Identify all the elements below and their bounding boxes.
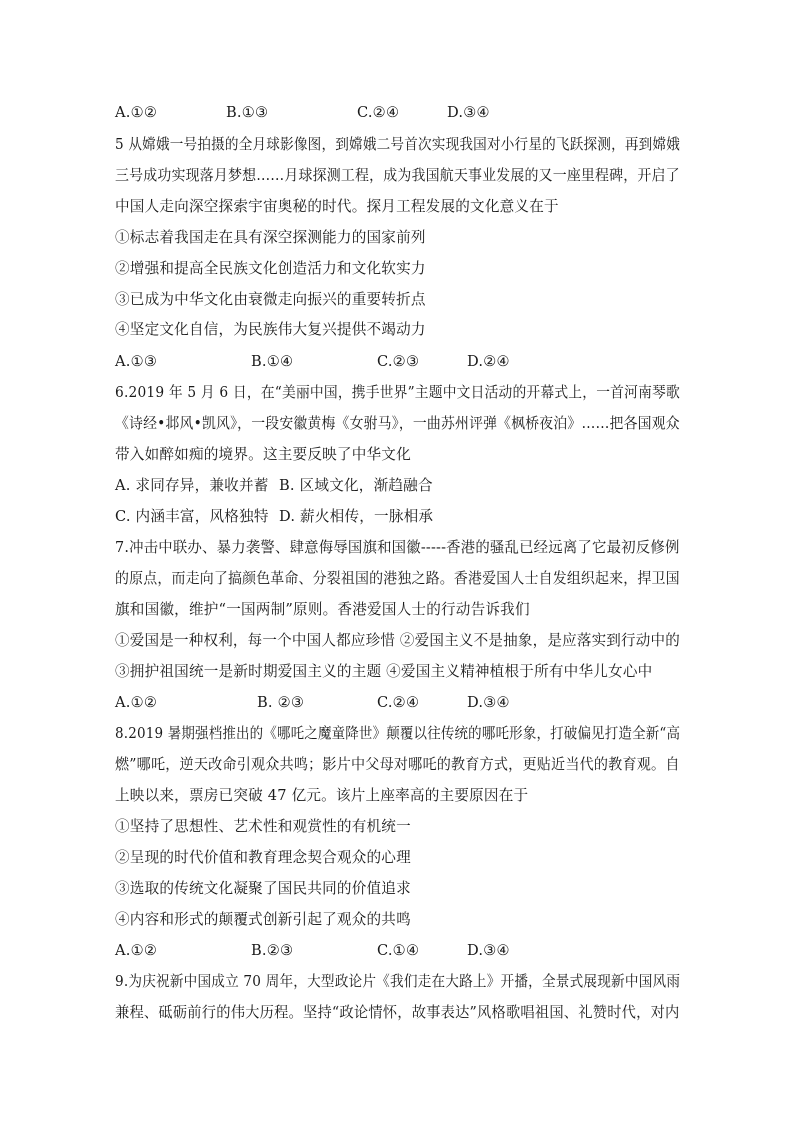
q7-items-row-1: ①爱国是一种权利，每一个中国人都应珍惜 ②爱国主义不是抽象，是应落实到行动中的 xyxy=(115,632,681,649)
option-a: A.①③ xyxy=(115,353,158,370)
q7-stem-line-2: 的原点，而走向了搞颜色革命、分裂祖国的港独之路。香港爱国人士自发组织起来，捍卫国 xyxy=(115,570,680,587)
q6-stem-line-3: 带入如醉如痴的境界。这主要反映了中华文化 xyxy=(115,446,411,463)
q7-stem-line-1: 7.冲击中联办、暴力袭警、肆意侮辱国旗和国徽-----香港的骚乱已经远离了它最初反修例 xyxy=(115,539,680,556)
option-c: C.②④ xyxy=(377,694,420,711)
q8-item-3: ③选取的传统文化凝聚了国民共同的价值追求 xyxy=(115,880,411,897)
q7-stem-line-3: 旗和国徽，维护“一国两制”原则。香港爱国人士的行动告诉我们 xyxy=(115,601,530,618)
option-a: A.①② xyxy=(115,104,158,121)
q5-stem-line-3: 中国人走向深空探索宇宙奥秘的时代。探月工程发展的文化意义在于 xyxy=(115,198,559,215)
q8-stem-line-3: 上映以来，票房已突破 47 亿元。该片上座率高的主要原因在于 xyxy=(115,787,529,804)
option-c: C.②③ xyxy=(377,353,420,370)
option-a: A. 求同存异，兼收并蓄 xyxy=(115,477,269,494)
option-a: A.①② xyxy=(115,942,158,959)
q8-item-2: ②呈现的时代价值和教育理念契合观众的心理 xyxy=(115,849,411,866)
q6-stem-line-2: 《诗经•邶风•凯风》，一段安徽黄梅《女驸马》，一曲苏州评弹《枫桥夜泊》……把各国观众 xyxy=(115,415,680,432)
option-b: B.①③ xyxy=(226,104,269,121)
option-b: B. ②③ xyxy=(257,694,305,711)
q8-item-1: ①坚持了思想性、艺术性和观赏性的有机统一 xyxy=(115,818,411,835)
option-d: D.③④ xyxy=(447,104,490,121)
q8-stem-line-2: 燃”哪吒，逆天改命引观众共鸣；影片中父母对哪吒的教育方式，更贴近当代的教育观。自 xyxy=(115,756,680,773)
option-d: D.③④ xyxy=(467,942,510,959)
option-c: C. 内涵丰富，风格独特 xyxy=(115,508,269,525)
option-b: B.②③ xyxy=(251,942,294,959)
option-d: D. 薪火相传，一脉相承 xyxy=(279,508,434,525)
q5-item-3: ③已成为中华文化由衰微走向振兴的重要转折点 xyxy=(115,291,426,308)
option-d: D.③④ xyxy=(467,694,510,711)
q5-item-2: ②增强和提高全民族文化创造活力和文化软实力 xyxy=(115,260,426,277)
q6-stem-line-1: 6.2019 年 5 月 6 日，在“美丽中国，携手世界”主题中文日活动的开幕式上，一首河南琴歌 xyxy=(115,384,680,401)
q5-stem-line-1: 5 从嫦娥一号拍摄的全月球影像图，到嫦娥二号首次实现我国对小行星的飞跃探测，再到嫦娥 xyxy=(115,136,681,153)
option-c: C.②④ xyxy=(357,104,400,121)
option-a: A.①② xyxy=(115,694,158,711)
q8-item-4: ④内容和形式的颠覆式创新引起了观众的共鸣 xyxy=(115,911,411,928)
option-b: B.①④ xyxy=(251,353,294,370)
option-d: D.②④ xyxy=(467,353,510,370)
q9-stem-line-2: 兼程、砥砺前行的伟大历程。坚持“政论情怀，故事表达”风格歌唱祖国、礼赞时代，对内 xyxy=(115,1004,680,1021)
q8-stem-line-1: 8.2019 暑期强档推出的《哪吒之魔童降世》颠覆以往传统的哪吒形象，打破偏见打造全新“高 xyxy=(115,725,681,742)
option-c: C.①④ xyxy=(377,942,420,959)
q5-item-4: ④坚定文化自信，为民族伟大复兴提供不竭动力 xyxy=(115,321,426,338)
q5-stem-line-2: 三号成功实现落月梦想……月球探测工程，成为我国航天事业发展的又一座里程碑，开启了 xyxy=(115,167,680,184)
q7-items-row-2: ③拥护祖国统一是新时期爱国主义的主题 ④爱国主义精神植根于所有中华儿女心中 xyxy=(115,663,653,680)
option-b: B. 区域文化，渐趋融合 xyxy=(279,477,433,494)
q5-item-1: ①标志着我国走在具有深空探测能力的国家前列 xyxy=(115,229,426,246)
q9-stem-line-1: 9.为庆祝新中国成立 70 周年，大型政论片《我们走在大路上》开播，全景式展现新中国风雨 xyxy=(115,973,681,990)
